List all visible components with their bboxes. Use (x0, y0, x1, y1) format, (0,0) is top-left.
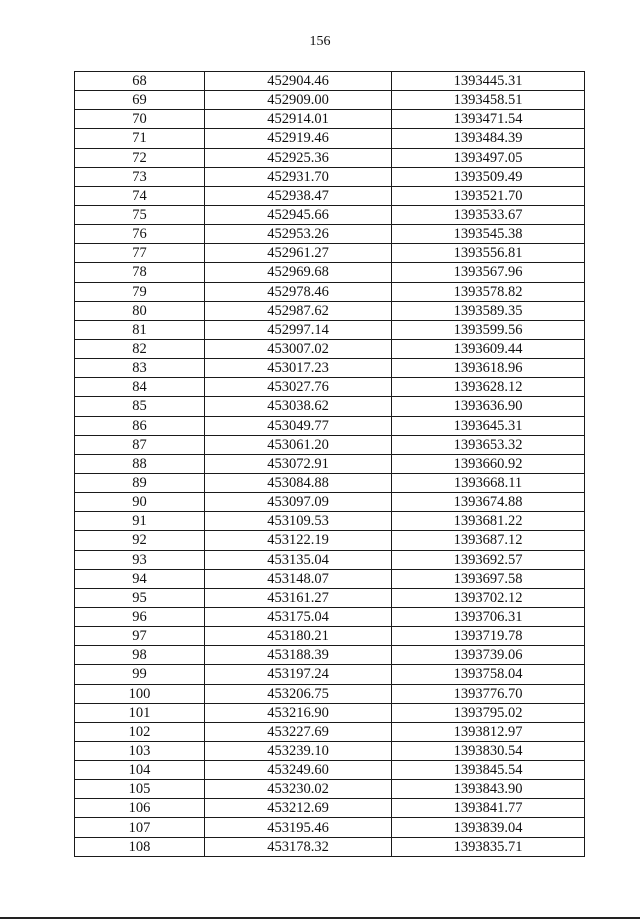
y-coordinate-cell: 1393471.54 (392, 110, 585, 129)
y-coordinate-cell: 1393692.57 (392, 550, 585, 569)
y-coordinate-cell: 1393636.90 (392, 397, 585, 416)
point-number-cell: 70 (75, 110, 205, 129)
table-row (75, 263, 585, 282)
x-coordinate-cell: 453175.04 (205, 607, 392, 626)
x-coordinate-cell: 453097.09 (205, 493, 392, 512)
y-coordinate-cell: 1393739.06 (392, 646, 585, 665)
table-row (75, 741, 585, 760)
point-number-cell: 80 (75, 301, 205, 320)
y-coordinate-cell: 1393509.49 (392, 167, 585, 186)
y-coordinate-cell: 1393841.77 (392, 799, 585, 818)
table-row (75, 110, 585, 129)
y-coordinate-cell: 1393845.54 (392, 761, 585, 780)
x-coordinate-cell: 453249.60 (205, 761, 392, 780)
y-coordinate-cell: 1393697.58 (392, 569, 585, 588)
point-number-cell: 83 (75, 359, 205, 378)
y-coordinate-cell: 1393830.54 (392, 741, 585, 760)
table-row (75, 301, 585, 320)
x-coordinate-cell: 453038.62 (205, 397, 392, 416)
point-number-cell: 85 (75, 397, 205, 416)
table-row (75, 244, 585, 263)
point-number-cell: 79 (75, 282, 205, 301)
point-number-cell: 77 (75, 244, 205, 263)
point-number-cell: 107 (75, 818, 205, 837)
y-coordinate-cell: 1393628.12 (392, 378, 585, 397)
x-coordinate-cell: 453148.07 (205, 569, 392, 588)
table-row (75, 684, 585, 703)
table-row (75, 320, 585, 339)
point-number-cell: 81 (75, 320, 205, 339)
point-number-cell: 76 (75, 225, 205, 244)
table-row (75, 148, 585, 167)
point-number-cell: 89 (75, 473, 205, 492)
table-row (75, 646, 585, 665)
x-coordinate-cell: 453195.46 (205, 818, 392, 837)
page-number: 156 (309, 34, 331, 49)
table-body (75, 72, 585, 857)
point-number-cell: 94 (75, 569, 205, 588)
y-coordinate-cell: 1393668.11 (392, 473, 585, 492)
point-number-cell: 69 (75, 91, 205, 110)
point-number-cell: 82 (75, 339, 205, 358)
y-coordinate-cell: 1393719.78 (392, 627, 585, 646)
x-coordinate-cell: 453072.91 (205, 454, 392, 473)
x-coordinate-cell: 453197.24 (205, 665, 392, 684)
table-row (75, 493, 585, 512)
y-coordinate-cell: 1393812.97 (392, 722, 585, 741)
table-row (75, 627, 585, 646)
table-row (75, 761, 585, 780)
x-coordinate-cell: 453206.75 (205, 684, 392, 703)
table-row (75, 282, 585, 301)
y-coordinate-cell: 1393706.31 (392, 607, 585, 626)
x-coordinate-cell: 453216.90 (205, 703, 392, 722)
table-row (75, 837, 585, 856)
point-number-cell: 84 (75, 378, 205, 397)
table-row (75, 359, 585, 378)
point-number-cell: 72 (75, 148, 205, 167)
table-row (75, 339, 585, 358)
table-row (75, 473, 585, 492)
x-coordinate-cell: 453084.88 (205, 473, 392, 492)
table-row (75, 378, 585, 397)
table-row (75, 454, 585, 473)
y-coordinate-cell: 1393556.81 (392, 244, 585, 263)
table-row (75, 550, 585, 569)
x-coordinate-cell: 453027.76 (205, 378, 392, 397)
x-coordinate-cell: 453061.20 (205, 435, 392, 454)
x-coordinate-cell: 453239.10 (205, 741, 392, 760)
x-coordinate-cell: 452925.36 (205, 148, 392, 167)
y-coordinate-cell: 1393653.32 (392, 435, 585, 454)
y-coordinate-cell: 1393645.31 (392, 416, 585, 435)
x-coordinate-cell: 453212.69 (205, 799, 392, 818)
y-coordinate-cell: 1393484.39 (392, 129, 585, 148)
table-row (75, 818, 585, 837)
table-row (75, 569, 585, 588)
x-coordinate-cell: 453227.69 (205, 722, 392, 741)
x-coordinate-cell: 453017.23 (205, 359, 392, 378)
point-number-cell: 93 (75, 550, 205, 569)
table-row (75, 607, 585, 626)
x-coordinate-cell: 452961.27 (205, 244, 392, 263)
point-number-cell: 91 (75, 512, 205, 531)
y-coordinate-cell: 1393681.22 (392, 512, 585, 531)
point-number-cell: 97 (75, 627, 205, 646)
y-coordinate-cell: 1393674.88 (392, 493, 585, 512)
table-row (75, 665, 585, 684)
point-number-cell: 96 (75, 607, 205, 626)
point-number-cell: 86 (75, 416, 205, 435)
point-number-cell: 74 (75, 186, 205, 205)
point-number-cell: 104 (75, 761, 205, 780)
x-coordinate-cell: 452904.46 (205, 72, 392, 91)
y-coordinate-cell: 1393839.04 (392, 818, 585, 837)
y-coordinate-cell: 1393609.44 (392, 339, 585, 358)
table-row (75, 167, 585, 186)
point-number-cell: 92 (75, 531, 205, 550)
x-coordinate-cell: 452997.14 (205, 320, 392, 339)
x-coordinate-cell: 452945.66 (205, 205, 392, 224)
x-coordinate-cell: 453049.77 (205, 416, 392, 435)
table-row (75, 531, 585, 550)
point-number-cell: 108 (75, 837, 205, 856)
y-coordinate-cell: 1393497.05 (392, 148, 585, 167)
point-number-cell: 98 (75, 646, 205, 665)
y-coordinate-cell: 1393835.71 (392, 837, 585, 856)
table-row (75, 91, 585, 110)
point-number-cell: 105 (75, 780, 205, 799)
point-number-cell: 88 (75, 454, 205, 473)
x-coordinate-cell: 453161.27 (205, 588, 392, 607)
table-row (75, 205, 585, 224)
x-coordinate-cell: 453007.02 (205, 339, 392, 358)
point-number-cell: 103 (75, 741, 205, 760)
y-coordinate-cell: 1393687.12 (392, 531, 585, 550)
point-number-cell: 75 (75, 205, 205, 224)
x-coordinate-cell: 452938.47 (205, 186, 392, 205)
x-coordinate-cell: 453180.21 (205, 627, 392, 646)
y-coordinate-cell: 1393599.56 (392, 320, 585, 339)
table-row (75, 512, 585, 531)
x-coordinate-cell: 453178.32 (205, 837, 392, 856)
y-coordinate-cell: 1393445.31 (392, 72, 585, 91)
x-coordinate-cell: 453188.39 (205, 646, 392, 665)
x-coordinate-cell: 453135.04 (205, 550, 392, 569)
y-coordinate-cell: 1393521.70 (392, 186, 585, 205)
y-coordinate-cell: 1393795.02 (392, 703, 585, 722)
table-row (75, 225, 585, 244)
x-coordinate-cell: 453122.19 (205, 531, 392, 550)
table-row (75, 186, 585, 205)
table-row (75, 799, 585, 818)
point-number-cell: 78 (75, 263, 205, 282)
x-coordinate-cell: 452969.68 (205, 263, 392, 282)
y-coordinate-cell: 1393458.51 (392, 91, 585, 110)
table-row (75, 416, 585, 435)
y-coordinate-cell: 1393533.67 (392, 205, 585, 224)
x-coordinate-cell: 453109.53 (205, 512, 392, 531)
y-coordinate-cell: 1393702.12 (392, 588, 585, 607)
point-number-cell: 71 (75, 129, 205, 148)
y-coordinate-cell: 1393618.96 (392, 359, 585, 378)
y-coordinate-cell: 1393567.96 (392, 263, 585, 282)
point-number-cell: 87 (75, 435, 205, 454)
table-row (75, 129, 585, 148)
point-number-cell: 95 (75, 588, 205, 607)
y-coordinate-cell: 1393589.35 (392, 301, 585, 320)
table-row (75, 72, 585, 91)
table-row (75, 703, 585, 722)
table-row (75, 588, 585, 607)
point-number-cell: 68 (75, 72, 205, 91)
point-number-cell: 106 (75, 799, 205, 818)
table-row (75, 780, 585, 799)
x-coordinate-cell: 452909.00 (205, 91, 392, 110)
x-coordinate-cell: 452953.26 (205, 225, 392, 244)
coordinate-table (74, 71, 585, 857)
table-row (75, 722, 585, 741)
point-number-cell: 99 (75, 665, 205, 684)
y-coordinate-cell: 1393776.70 (392, 684, 585, 703)
x-coordinate-cell: 452919.46 (205, 129, 392, 148)
point-number-cell: 100 (75, 684, 205, 703)
x-coordinate-cell: 452914.01 (205, 110, 392, 129)
y-coordinate-cell: 1393545.38 (392, 225, 585, 244)
y-coordinate-cell: 1393843.90 (392, 780, 585, 799)
x-coordinate-cell: 453230.02 (205, 780, 392, 799)
point-number-cell: 101 (75, 703, 205, 722)
y-coordinate-cell: 1393660.92 (392, 454, 585, 473)
point-number-cell: 102 (75, 722, 205, 741)
y-coordinate-cell: 1393758.04 (392, 665, 585, 684)
table-row (75, 435, 585, 454)
table-row (75, 397, 585, 416)
y-coordinate-cell: 1393578.82 (392, 282, 585, 301)
x-coordinate-cell: 452978.46 (205, 282, 392, 301)
point-number-cell: 73 (75, 167, 205, 186)
point-number-cell: 90 (75, 493, 205, 512)
x-coordinate-cell: 452987.62 (205, 301, 392, 320)
x-coordinate-cell: 452931.70 (205, 167, 392, 186)
